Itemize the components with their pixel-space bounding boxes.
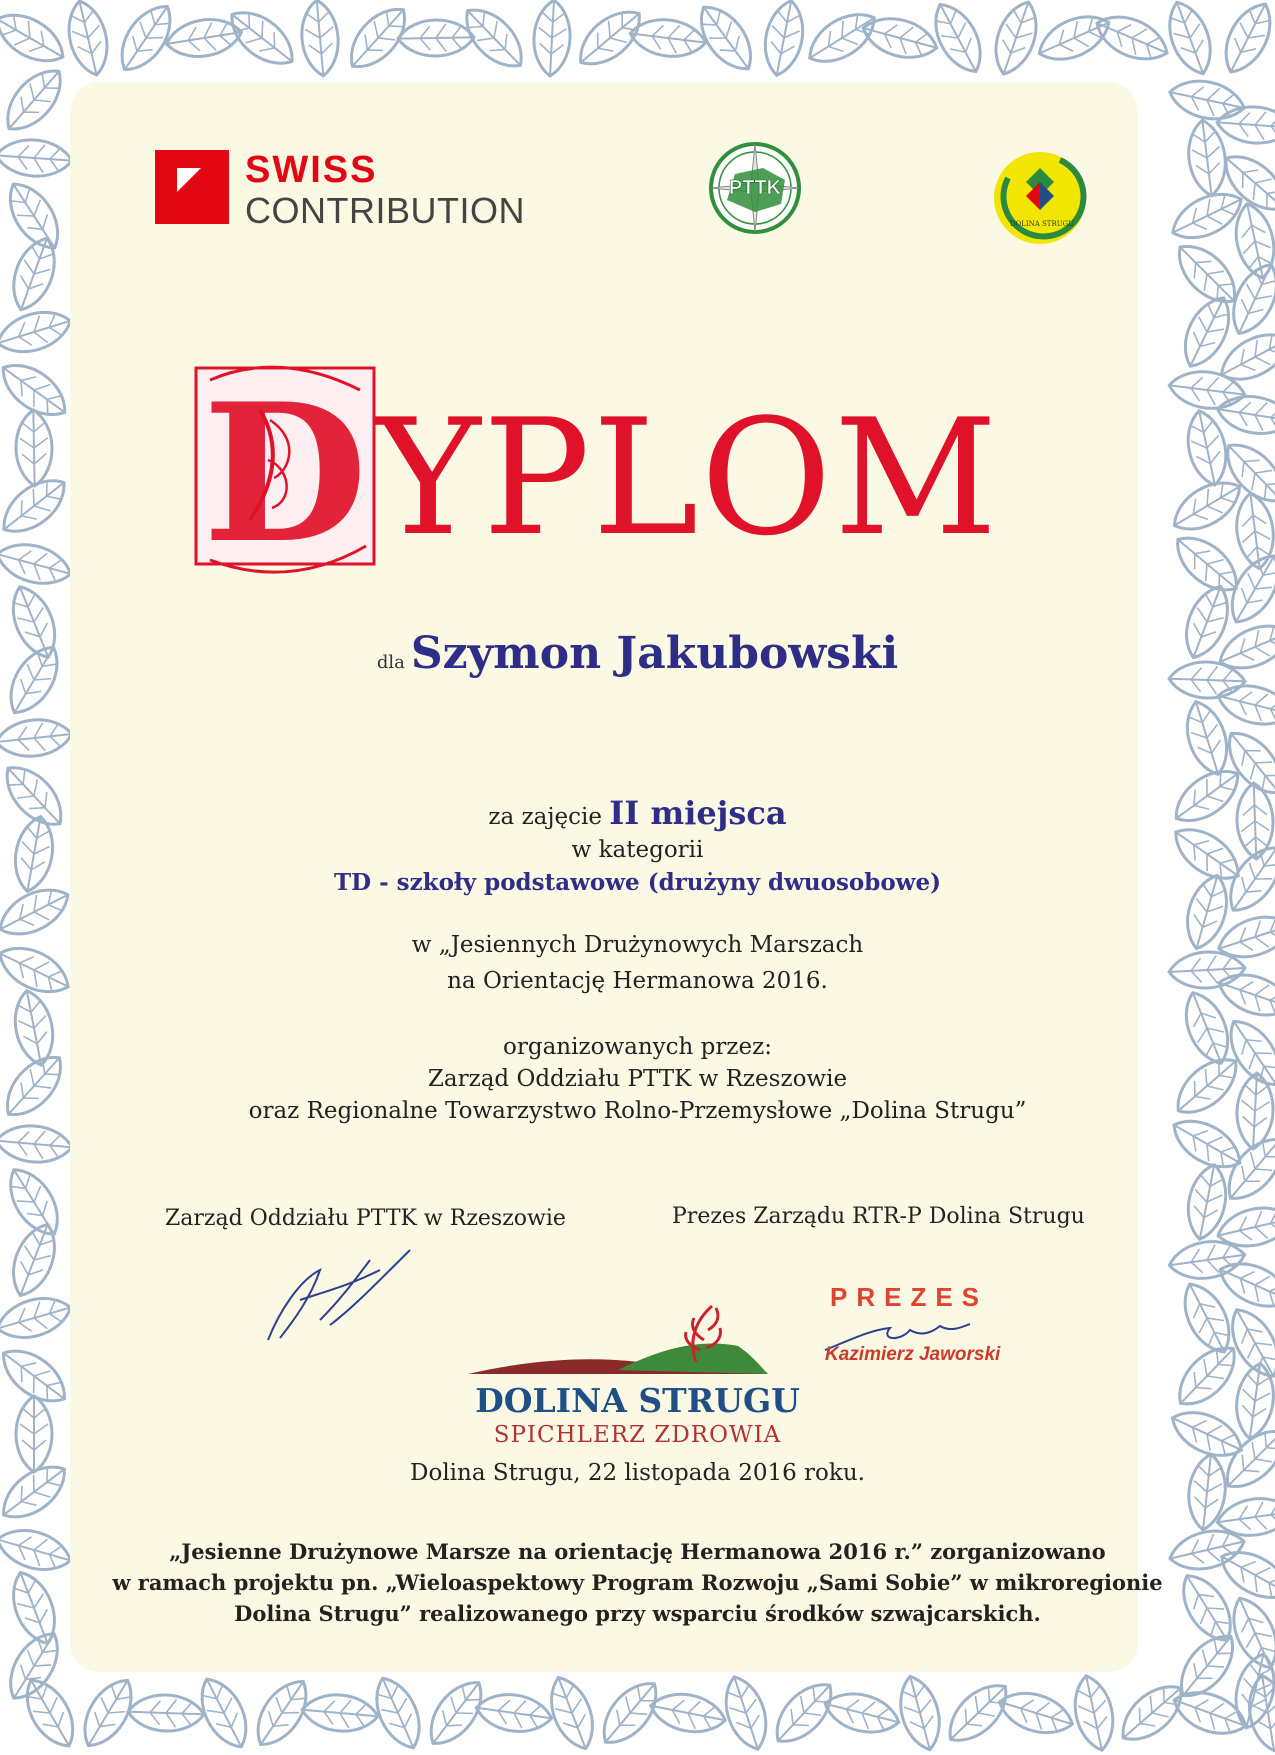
- title-text: YPLOM: [375, 384, 1000, 571]
- border-leaf: [1215, 391, 1275, 438]
- dolina-badge-text: DOLINA STRUGU: [1009, 220, 1075, 228]
- border-leaf: [110, 0, 182, 80]
- border-leaf: [73, 1671, 143, 1755]
- border-leaf: [0, 353, 75, 427]
- border-leaf: [1215, 0, 1275, 80]
- place-value: II miejsca: [609, 794, 787, 832]
- border-leaf: [0, 137, 73, 178]
- border-leaf: [569, 0, 650, 76]
- dolina-strugu-subtitle: SPICHLERZ ZDROWIA: [493, 1422, 782, 1448]
- border-leaf: [0, 60, 73, 141]
- border-leaf: [1182, 1161, 1232, 1242]
- border-leaf: [398, 19, 475, 56]
- border-leaf: [0, 1123, 73, 1165]
- border-leaf: [592, 1672, 668, 1753]
- border-leaf: [0, 3, 72, 72]
- border-leaf: [299, 0, 341, 77]
- border-leaf: [647, 1688, 728, 1738]
- right-signatory-label: Prezes Zarządu RTR-P Dolina Strugu: [672, 1204, 1085, 1229]
- border-leaf: [689, 0, 763, 79]
- place-prefix: za zajęcie: [488, 804, 602, 830]
- recipient-line: [0, 628, 1275, 679]
- border-leaf: [455, 0, 534, 78]
- border-leaf: [1166, 74, 1248, 125]
- border-leaf: [15, 410, 52, 487]
- organizers-line-1: Zarząd Oddziału PTTK w Rzeszowie: [427, 1066, 848, 1092]
- border-leaf: [532, 0, 572, 77]
- swiss-flag-icon: [155, 150, 229, 224]
- stamp-name: Kazimierz Jaworski: [825, 1344, 1001, 1365]
- dolina-strugu-badge: [990, 148, 1090, 248]
- border-leaf: [221, 0, 303, 75]
- footer-line-2: w ramach projektu pn. „Wieloaspektowy Program Rozwoju „Sami Sobie” w mikroregionie: [112, 1570, 1163, 1595]
- border-leaf: [987, 0, 1046, 80]
- border-leaf: [1233, 491, 1275, 571]
- border-leaf: [1160, 0, 1220, 80]
- border-leaf: [127, 1694, 204, 1733]
- footer-note: [0, 1536, 1275, 1629]
- border-leaf: [0, 468, 75, 543]
- left-signatory-label: Zarząd Oddziału PTTK w Rzeszowie: [165, 1206, 566, 1231]
- event-line-1: w „Jesiennych Drużynowych Marszach: [411, 932, 864, 958]
- border-leaf: [0, 537, 75, 591]
- title-initial: D: [202, 362, 368, 580]
- dolina-strugu-name: DOLINA STRUGU: [475, 1381, 800, 1420]
- event-line-2: na Orientację Hermanowa 2016.: [447, 968, 828, 994]
- border-leaf: [759, 0, 809, 79]
- swiss-logo-line1: SWISS: [245, 149, 378, 191]
- border-leaf: [893, 1672, 947, 1755]
- organizers-heading: organizowanych przez:: [503, 1034, 772, 1060]
- border-leaf: [542, 1671, 603, 1755]
- president-stamp: PREZES: [830, 1282, 989, 1312]
- dolina-strugu-logo-graphic: [468, 1300, 768, 1380]
- footer-line-3: Dolina Strugu” realizowanego przy wsparciu środków szwajcarskich.: [234, 1601, 1041, 1626]
- border-leaf: [0, 716, 74, 760]
- category-prefix: w kategorii: [571, 837, 704, 863]
- border-leaf: [301, 1692, 380, 1734]
- recipient-prefix: dla: [376, 652, 405, 673]
- border-leaf: [0, 1290, 75, 1346]
- border-leaf: [191, 1671, 258, 1755]
- border-leaf: [1167, 368, 1247, 413]
- pttk-logo: [705, 138, 805, 238]
- swiss-contribution-logo: [155, 150, 535, 240]
- swiss-logo-line2: CONTRIBUTION: [245, 190, 525, 231]
- border-leaf: [1216, 104, 1275, 145]
- border-leaf: [1090, 7, 1174, 70]
- border-leaf: [62, 0, 114, 79]
- category-value: TD - szkoły podstawowe (drużyny dwuosobowe): [334, 869, 941, 896]
- pttk-logo-text: PTTK: [728, 177, 782, 199]
- border-leaf: [1068, 1672, 1119, 1754]
- recipient-name: Szymon Jakubowski: [410, 628, 899, 679]
- diploma-title: [190, 350, 1050, 580]
- organizers-line-2: oraz Regionalne Towarzystwo Rolno-Przemysłowe „Dolina Strugu”: [248, 1098, 1027, 1124]
- border-leaf: [15, 1671, 84, 1755]
- border-leaf: [246, 1671, 318, 1754]
- border-leaf: [821, 1686, 903, 1739]
- left-signature: [260, 1230, 420, 1350]
- border-leaf: [800, 3, 884, 74]
- border-leaf: [0, 304, 76, 361]
- border-leaf: [419, 1672, 493, 1754]
- border-leaf: [1214, 678, 1275, 731]
- issue-date: Dolina Strugu, 22 listopada 2016 roku.: [410, 1460, 865, 1486]
- footer-line-1: „Jesienne Drużynowe Marsze na orientację Hermanowa 2016 r.” zorganizowano: [169, 1539, 1106, 1564]
- ornamental-initial: [190, 350, 380, 580]
- border-leaf: [474, 1690, 554, 1736]
- border-leaf: [717, 1671, 775, 1754]
- award-place-line: [0, 794, 1275, 832]
